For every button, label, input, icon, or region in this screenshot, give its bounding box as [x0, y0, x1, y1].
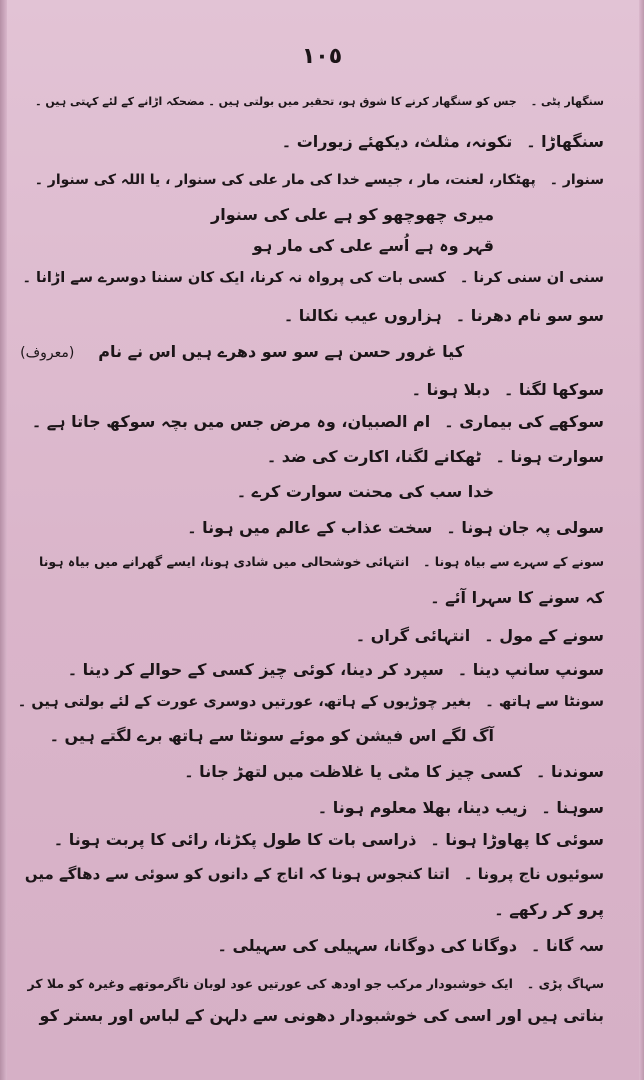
entry-line	[22, 268, 604, 288]
entry-term: سوندنا ۔	[536, 762, 604, 781]
entry-line	[187, 518, 604, 538]
entry-line	[68, 660, 604, 680]
entry-continuation: کہ سونے کا سہرا آئے ۔	[430, 588, 604, 607]
entry-definition: کسی چیز کا مٹی یا غلاظت میں لتھڑ جانا ۔	[184, 762, 523, 781]
page-number: ١٠٥	[301, 44, 343, 69]
example-sentence: خدا سب کی محنت سوارت کرے ۔	[236, 482, 494, 501]
entry-line	[318, 798, 604, 818]
entry-term: سنگھار پٹی ۔	[530, 95, 604, 108]
entry-line	[35, 170, 604, 190]
verse-source-note: (معروف)	[20, 345, 75, 361]
entry-term: سنوار ۔	[549, 172, 604, 188]
entry-term: سونے کے سہرے سے بیاہ ہونا ۔	[423, 554, 604, 569]
entry-line	[282, 132, 604, 152]
entry-term: سہ گانا ۔	[531, 936, 604, 955]
entry-term: سونپ سانپ دینا ۔	[457, 660, 604, 679]
entry-continuation: پرو کر رکھے ۔	[494, 900, 604, 919]
entry-definition: سخت عذاب کے عالم میں ہونا ۔	[187, 518, 433, 537]
entry-term: سولی پہ جان ہونا ۔	[446, 518, 604, 537]
entry-term: سوکھا لگنا ۔	[503, 380, 604, 399]
entry-line	[25, 864, 604, 884]
entry-term: سوارت ہونا ۔	[495, 447, 604, 466]
entry-line	[32, 412, 604, 432]
entry-definition: زیب دینا، بھلا معلوم ہونا ۔	[317, 798, 528, 817]
entry-term: سو سو نام دھرنا ۔	[455, 306, 604, 325]
entry-definition: دبلا ہونا ۔	[411, 380, 490, 399]
example-verse	[20, 342, 464, 363]
entry-definition: انتہائی گراں ۔	[355, 626, 471, 645]
entry-line	[35, 92, 604, 112]
entry-definition: ہزاروں عیب نکالنا ۔	[283, 306, 442, 325]
entry-definition: ام الصبیان، وہ مرض جس میں بچہ سوکھ جاتا ہے ۔	[31, 412, 431, 431]
entry-term: سوئی کا پھاوڑا ہونا ۔	[430, 830, 604, 849]
entry-definition: اتنا کنجوس ہونا کہ اناج کے دانوں کو سوئی سے دھاگے میں	[24, 865, 450, 883]
entry-line	[412, 380, 604, 400]
entry-term: سنگھاڑا ۔	[526, 132, 604, 151]
entry-line	[284, 306, 604, 326]
entry-line	[18, 692, 604, 712]
entry-line	[27, 974, 604, 994]
entry-definition: ذراسی بات کا طول پکڑنا، رائی کا پربت ہونا ۔	[53, 830, 417, 849]
entry-definition: انتہائی خوشحالی میں شادی ہونا، ایسے گھرانے میں بیاہ ہونا	[39, 554, 410, 569]
entry-term: سنی ان سنی کرنا ۔	[459, 270, 604, 286]
entry-term: سوکھے کی بیماری ۔	[444, 412, 604, 431]
entry-term: سونٹا سے ہاتھ ۔	[485, 694, 604, 710]
entry-term: سوئیوں ناج پرونا ۔	[463, 865, 604, 883]
entry-definition: تکونہ، مثلث، دیکھئے زیورات ۔	[281, 132, 513, 151]
entry-term: سونے کے مول ۔	[484, 626, 604, 645]
entry-term: سوہنا ۔	[541, 798, 604, 817]
entry-continuation: بناتی ہیں اور اسی کی خوشبودار دھونی سے دلہن کے لباس اور بستر کو	[39, 1006, 604, 1025]
entry-definition: بغیر چوڑیوں کے ہاتھ، عورتیں دوسری عورت کے لئے بولتی ہیں ۔	[17, 694, 472, 710]
entry-definition: سپرد کر دینا، کوئی چیز کسی کے حوالے کر دینا ۔	[67, 660, 444, 679]
entry-term: سہاگ پڑی ۔	[526, 976, 604, 991]
entry-definition: جس کو سنگھار کرنے کا شوق ہو، تحقیر میں بولتی ہیں ۔ مضحکہ اڑانے کے لئے کہتی ہیں ۔	[35, 95, 517, 108]
entry-line	[218, 936, 605, 956]
entry-line	[39, 552, 604, 572]
example-sentence: آگ لگے اس فیشن کو موئے سونٹا سے ہاتھ برے لگتے ہیں ۔	[49, 726, 494, 745]
example-verse: قہر وہ ہے اُسے علی کی مار ہو	[252, 236, 494, 255]
verse-text: کیا غرور حسن ہے سو سو دھرے ہیں اس نے نام	[98, 342, 464, 361]
entry-definition: پھٹکار، لعنت، مار ، جیسے خدا کی مار علی کی سنوار ، یا اللہ کی سنوار ۔	[34, 172, 536, 188]
entry-definition: دوگانا کی دوگانا، سہیلی کی سہیلی ۔	[217, 936, 518, 955]
entry-definition: کسی بات کی پرواہ نہ کرنا، ایک کان سننا دوسرے سے اڑانا ۔	[22, 270, 446, 286]
entry-line	[267, 447, 604, 467]
entry-definition: ٹھکانے لگنا، اکارت کی ضد ۔	[266, 447, 482, 466]
entry-line	[184, 762, 604, 782]
example-verse: میری چھوچھو کو ہے علی کی سنوار	[211, 205, 494, 224]
entry-definition: ایک خوشبودار مرکب جو اودھ کی عورتیں عود لوبان ناگرموتھے وغیرہ کو ملا کر	[27, 976, 513, 991]
entry-line	[54, 830, 604, 850]
entry-line	[356, 626, 604, 646]
